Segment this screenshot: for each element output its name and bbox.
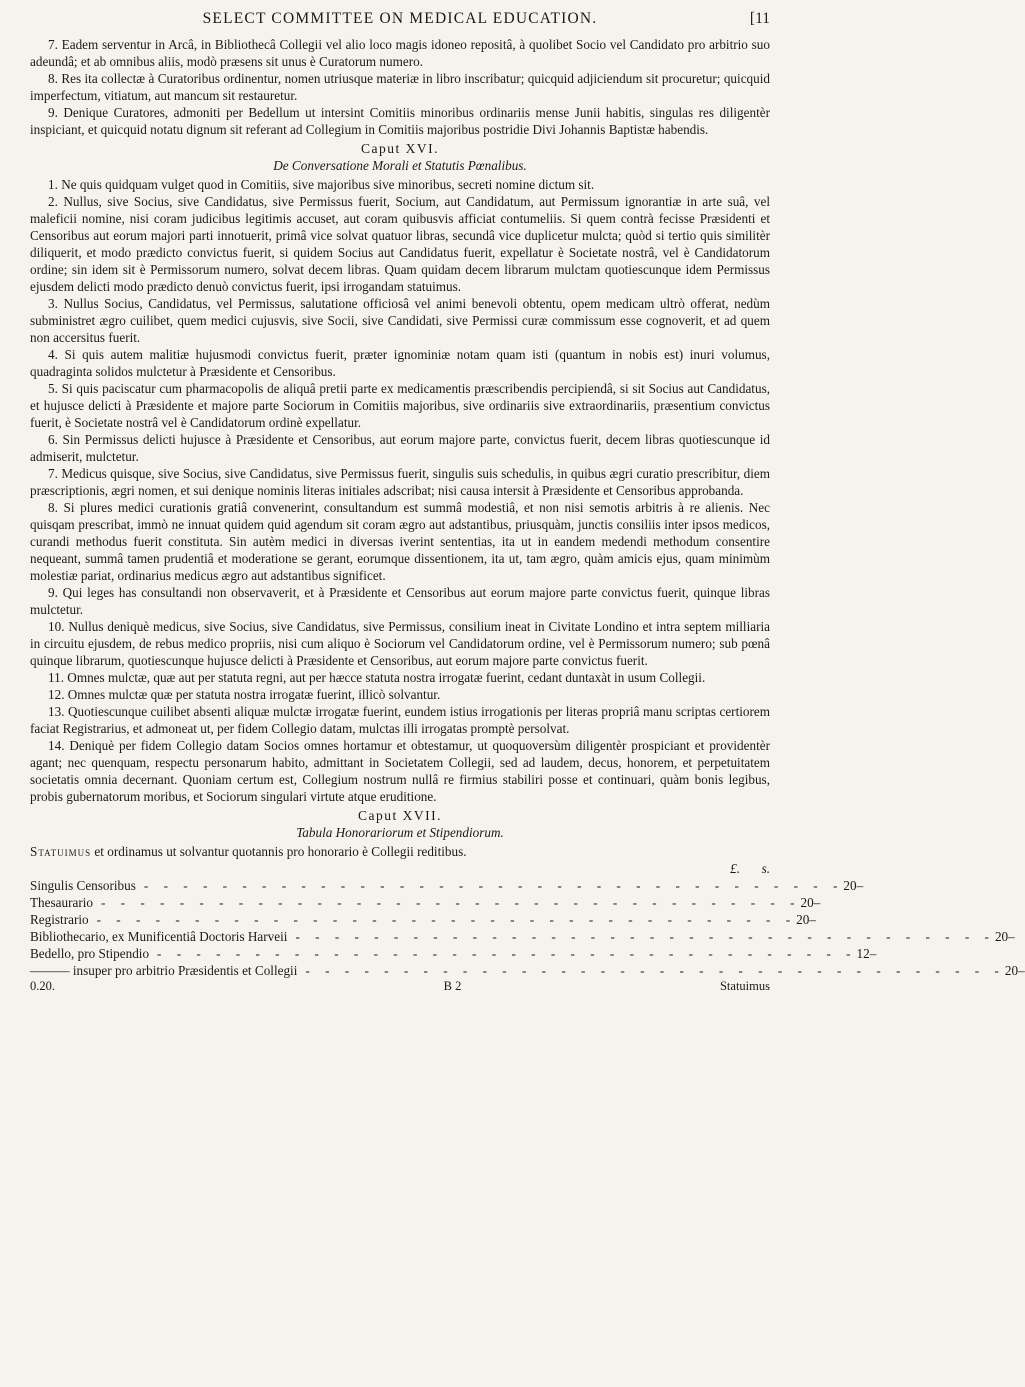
- paragraph: 4. Si quis autem malitiæ hujusmodi convictus fuerit, præter ignominiæ notam quam isti (quantum in nobis est) inuri volumus, quadraginta solidos mulctetur à Præsidente et Censoribus.: [30, 347, 770, 379]
- chapter-subtitle: De Conversatione Morali et Statutis Pœnalibus.: [273, 158, 527, 173]
- paragraph: 7. Eadem serventur in Arcâ, in Bibliothecâ Collegii vel alio loco magis idoneo repositâ, à quolibet Socio vel Candidato pro arbitrio suo adeundâ; et ab omnibus aliis, modò præsens sit unus è Curatorum numero.: [30, 37, 770, 69]
- dot-leader: - - - - - - - - - - - - - - - - - - - - - - - - - - - - - - - - - - - -: [143, 878, 844, 893]
- paragraph: 13. Quotiescunque cuilibet absenti aliquæ mulctæ irrogatæ fuerint, eundem istius irrogationis per literas propriâ manu scriptas certiorem faciat Registrarius, et admoneat ut, per fidem Collegio datam, mulctas illi irrogatas promptè persolvat.: [30, 704, 770, 736]
- row-pounds: 20: [994, 929, 1009, 944]
- page-number: [11: [749, 10, 770, 27]
- dot-leader: - - - - - - - - - - - - - - - - - - - - - - - - - - - - - - - - - - - -: [96, 912, 797, 927]
- row-shillings: –: [856, 878, 864, 893]
- paragraph: 12. Omnes mulctæ quæ per statuta nostra irrogatæ fuerint, illicò solvantur.: [48, 687, 441, 702]
- paragraph: 14. Deniquè per fidem Collegio datam Socios omnes hortamur et obtestamur, ut quoquoversùm diligentèr prospiciant et providentèr agant; nec quenquam, respectu personarum habito, admittant in Societatem Collegii, sed ad laudem, decus, honorem, et perpetuitatem societatis omnia decernant. Quoniam certum est, Collegium nostrum nullâ re firmius stabiliri posse et continuari, quàm bonis legibus, probis gubernatorum moribus, et Sociorum singulari virtute atque eruditione.: [30, 738, 770, 804]
- shillings-column-header: s.: [761, 861, 770, 876]
- paragraph: 3. Nullus Socius, Candidatus, vel Permissus, salutatione officiosâ vel animi benevoli obtentu, opem medicam ultrò offerat, nedùm subministret ægro cuilibet, quem medici cujusvis, sive Socii, sive Candidati, sive Permissi curæ commissum esse cognoverit, et ad quem non accersitus fuerit.: [30, 296, 770, 345]
- paragraph: 2. Nullus, sive Socius, sive Candidatus, sive Permissus fuerit, Socium, aut Candidatum, aut Permissum ignorantiæ in arte suâ, vel maleficii nomine, nisi coram judicibus legitimis accuset, aut coram quibusvis afficiat contumeliis. Si quem contrà fecisse Præsidenti et Censoribus aut eorum majori parti innotuerit, primâ vice solvat quatuor libras, secundâ vice duplicetur mulcta; quòd si tertio quis similitèr diliquerit, et modo prædicto convictus fuerit, si quidem Socius aut Candidatus fuerit, expellatur è Societate nostrâ, vel è Candidatorum ordine; sin idem sit è Permissorum numero, solvat decem libras. Quam quidam decem librarum mulctam quotiescunque idem Permissus ejusdem delicti modo prædicto denuò convictus fuerit, ipsi irrogandam statuimus.: [30, 194, 770, 294]
- row-shillings: –: [1008, 929, 1015, 944]
- table-header: [30, 860, 770, 877]
- row-label: ——— insuper pro arbitrio Præsidentis et Collegii: [30, 963, 298, 978]
- signature-mark: B 2: [443, 979, 462, 993]
- table-row: [30, 894, 821, 911]
- table-row: [30, 945, 877, 962]
- print-reference: 0.20.: [30, 979, 55, 993]
- row-shillings: –: [1018, 963, 1025, 978]
- paragraph: 9. Denique Curatores, admoniti per Bedellum ut intersint Comitiis minoribus ordinariis mense Junii habitis, singulas res diligentèr inspiciant, et quicquid notatu dignum sit referant ad Collegium in Comitiis majoribus postridie Divi Johannis Baptistæ habendis.: [30, 105, 770, 137]
- table-row: [30, 911, 816, 928]
- page-footer: [30, 979, 770, 994]
- pounds-column-header: £.: [730, 861, 740, 876]
- intro-text: et ordinamus ut solvantur quotannis pro honorario è Collegii reditibus.: [94, 844, 467, 859]
- catchword: Statuimus: [719, 979, 770, 993]
- body-text: [30, 36, 770, 860]
- dot-leader: - - - - - - - - - - - - - - - - - - - - - - - - - - - - - - - - - - - -: [100, 895, 801, 910]
- row-shillings: –: [809, 912, 816, 927]
- row-pounds: 20: [1004, 963, 1019, 978]
- honoraria-table: [30, 860, 1025, 979]
- intro-lead: Statuimus: [30, 844, 92, 859]
- paragraph: 7. Medicus quisque, sive Socius, sive Candidatus, sive Permissus fuerit, singulis suis schedulis, in quibus ægri curatio prescribitur, diem præscriptionis, ægri nomen, et sui denique nominis literas initiales adscribat; nisi causa intersit à Præsidente et Censoribus approbanda.: [30, 466, 770, 498]
- row-label: Bedello, pro Stipendio: [30, 946, 150, 961]
- page: [30, 10, 1025, 994]
- row-label: Singulis Censoribus: [30, 878, 136, 893]
- row-pounds: 20: [843, 878, 857, 893]
- row-shillings: –: [813, 895, 821, 910]
- chapter-heading: Caput XVI.: [361, 141, 439, 156]
- row-shillings: –: [869, 946, 877, 961]
- dot-leader: - - - - - - - - - - - - - - - - - - - - - - - - - - - - - - - - - - - -: [295, 929, 995, 944]
- paragraph: 9. Qui leges has consultandi non observaverit, et à Præsidente et Censoribus aut eorum majore parte convictus fuerit, quinque libras mulctetur.: [30, 585, 770, 617]
- table-row: [30, 877, 864, 894]
- running-title: SELECT COMMITTEE ON MEDICAL EDUCATION.: [202, 10, 598, 27]
- running-head: [30, 10, 770, 36]
- paragraph: 5. Si quis paciscatur cum pharmacopolis de aliquâ pretii parte ex medicamentis præscribendis percipiendâ, si sit Socius aut Candidatus, et hujusce delicti à Præsidente et majore parte Sociorum in Comitiis majoribus, sive ordinariis sive extraordinariis, præsentium convictus fuerit, è Societate nostrâ vel è Candidatorum ordinè expellatur.: [30, 381, 770, 430]
- paragraph: 8. Si plures medici curationis gratiâ convenerint, consultandum est summâ modestiâ, et non nisi semotis arbitris à re alienis. Nec quisqam prescribat, immò ne innuat quidem quid agendum sit coram ægro aut adstantibus, priusquàm, junctis consiliis inter ipsos medicos, curandi methodus fuerit constituta. Sin autèm medici in diversas iverint sententias, ita ut in eandem medendi methodum consentire nequeant, summâ tamen prudentiâ et moderatione se gerant, eorumque dissentionem, ita ut, tam ægro, quàm amicis ejus, quam minimùm molestiæ pariat, ordinarius medicus ægro aut adstantibus significet.: [30, 500, 770, 583]
- paragraph: 6. Sin Permissus delicti hujusce à Præsidente et Censoribus, aut eorum majore parte, convictus fuerit, decem libras quotiescunque id admiserit, mulctetur.: [30, 432, 770, 464]
- paragraph: 10. Nullus deniquè medicus, sive Socius, sive Candidatus, sive Permissus, consilium ineat in Civitate Londino et intra septem milliaria in circuitu ejusdem, de rebus medico propriis, nisi cum aliquo è Sociorum vel Candidatorum ordine, vel è Permissorum numero; sub pœnâ quinque librarum, quotiescunque hujusce delicti à Præsidente et Censoribus, aut eorum majore parte convictus fuerit.: [30, 619, 770, 668]
- dot-leader: - - - - - - - - - - - - - - - - - - - - - - - - - - - - - - - - - - - -: [305, 963, 1005, 978]
- row-pounds: 20: [796, 912, 810, 927]
- row-label: Registrario: [30, 912, 89, 927]
- row-pounds: 20: [800, 895, 814, 910]
- row-pounds: 12: [856, 946, 870, 961]
- chapter-heading: Caput XVII.: [358, 808, 442, 823]
- paragraph: 11. Omnes mulctæ, quæ aut per statuta regni, aut per hæcce statuta nostra irrogatæ fuerint, cedant duntaxàt in usum Collegii.: [48, 670, 706, 685]
- paragraph: 8. Res ita collectæ à Curatoribus ordinentur, nomen utriusque materiæ in libro inscribatur; quicquid adjiciendum sit procuretur; quicquid imperfectum, vitiatum, aut mancum sit restauretur.: [30, 71, 770, 103]
- table-row: [30, 962, 1025, 979]
- chapter-subtitle: Tabula Honorariorum et Stipendiorum.: [296, 825, 504, 840]
- table-row: [30, 928, 1015, 945]
- row-label: Thesaurario: [30, 895, 93, 910]
- row-label: Bibliothecario, ex Munificentiâ Doctoris Harveii: [30, 929, 288, 944]
- table-intro: [30, 843, 770, 860]
- paragraph: 1. Ne quis quidquam vulget quod in Comitiis, sive majoribus sive minoribus, secreti nomine dictum sit.: [48, 177, 595, 192]
- dot-leader: - - - - - - - - - - - - - - - - - - - - - - - - - - - - - - - - - - - -: [157, 946, 857, 961]
